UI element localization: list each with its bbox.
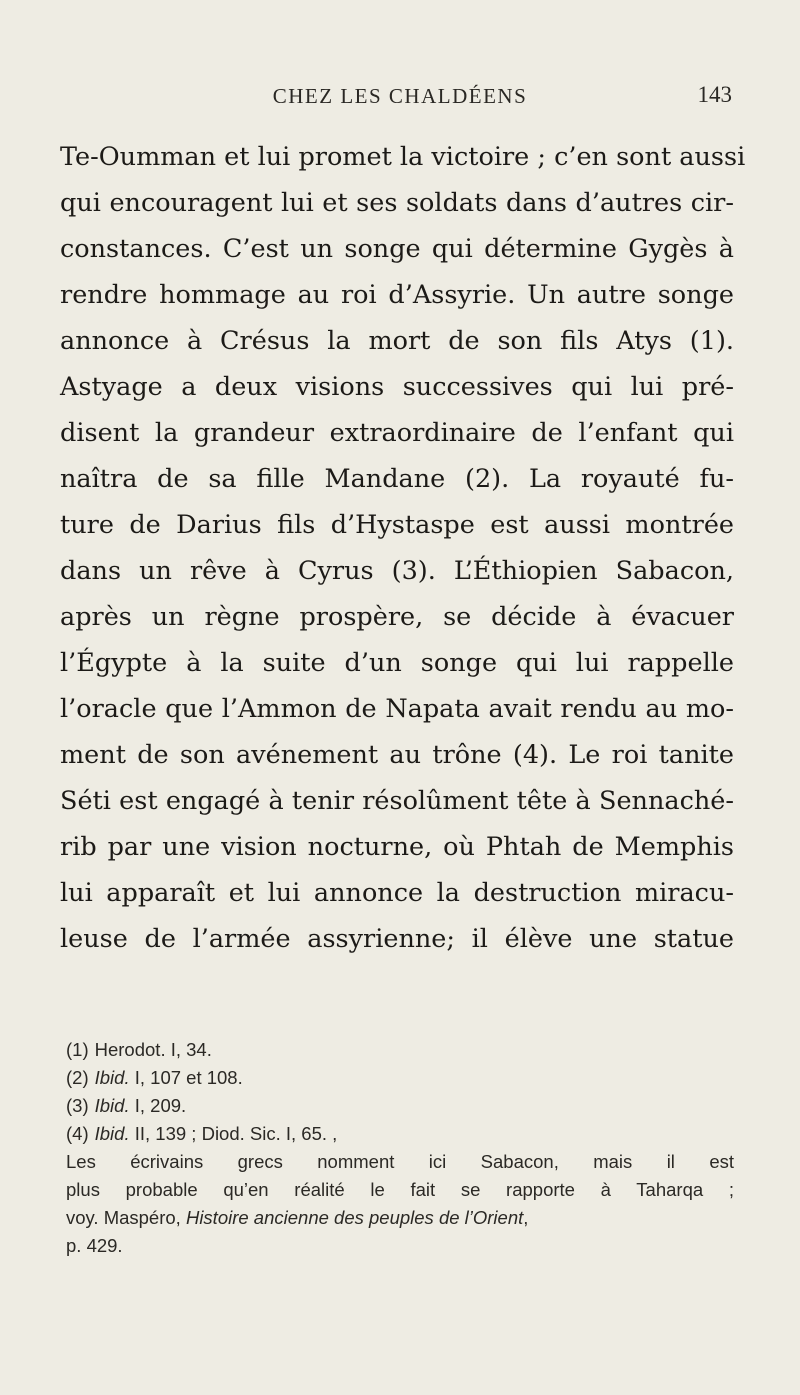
- body-line: Séti est engagé à tenir résolûment tête à Sennaché-: [60, 786, 734, 816]
- footnote-ibid: Ibid.: [94, 1067, 130, 1088]
- footnote-ref-prefix: voy. Maspéro,: [66, 1207, 181, 1228]
- footnotes: [66, 1036, 734, 1260]
- running-title: CHEZ LES CHALDÉENS: [272, 84, 528, 108]
- body-line: lui apparaît et lui annonce la destruction miracu-: [60, 878, 734, 908]
- footnote-1: [66, 1036, 734, 1064]
- footnote-continuation-line: [66, 1204, 734, 1232]
- body-line: ment de son avénement au trône (4). Le roi tanite: [60, 740, 734, 770]
- footnote-text: II, 139 ; Diod. Sic. I, 65. ,: [134, 1123, 338, 1144]
- page-header: [60, 84, 740, 120]
- body-line: naîtra de sa fille Mandane (2). La royauté fu-: [60, 464, 734, 494]
- body-line: annonce à Crésus la mort de son fils Atys (1).: [60, 326, 734, 356]
- footnote-number: (3): [66, 1095, 89, 1116]
- body-line: rendre hommage au roi d’Assyrie. Un autre songe: [60, 280, 734, 310]
- body-line: l’oracle que l’Ammon de Napata avait rendu au mo-: [60, 694, 734, 724]
- body-line: Te-Oumman et lui promet la victoire ; c’en sont aussi: [60, 142, 746, 172]
- body-line: l’Égypte à la suite d’un songe qui lui rappelle: [60, 648, 734, 678]
- body-line: Astyage a deux visions successives qui lui pré-: [60, 372, 734, 402]
- footnote-3: [66, 1092, 734, 1120]
- footnote-number: (4): [66, 1123, 89, 1144]
- page-number: 143: [697, 82, 732, 107]
- footnote-number: (2): [66, 1067, 89, 1088]
- body-line: constances. C’est un songe qui détermine Gygès à: [60, 234, 734, 264]
- body-line: dans un rêve à Cyrus (3). L’Éthiopien Sabacon,: [60, 556, 734, 586]
- body-line: leuse de l’armée assyrienne; il élève une statue: [60, 924, 734, 954]
- footnote-ref-title: Histoire ancienne des peuples de l’Orient: [185, 1207, 524, 1228]
- footnote-text: I, 209.: [134, 1095, 187, 1116]
- footnote-2: [66, 1064, 734, 1092]
- footnote-continuation-line: Les écrivains grecs nomment ici Sabacon, mais il est: [66, 1151, 734, 1172]
- footnote-4: [66, 1120, 734, 1148]
- body-line: disent la grandeur extraordinaire de l’enfant qui: [60, 418, 734, 448]
- footnote-text: I, 107 et 108.: [134, 1067, 243, 1088]
- footnote-text: Herodot. I, 34.: [94, 1039, 212, 1060]
- footnote-ibid: Ibid.: [94, 1123, 130, 1144]
- footnote-continuation-line: plus probable qu’en réalité le fait se rapporte à Taharqa ;: [66, 1179, 734, 1200]
- body-paragraph: [60, 134, 746, 962]
- footnote-number: (1): [66, 1039, 89, 1060]
- footnote-ref-suffix: ,: [523, 1207, 529, 1228]
- body-line: après un règne prospère, se décide à évacuer: [60, 602, 734, 632]
- body-line: rib par une vision nocturne, où Phtah de Memphis: [60, 832, 734, 862]
- body-line: ture de Darius fils d’Hystaspe est aussi montrée: [60, 510, 734, 540]
- footnote-ibid: Ibid.: [94, 1095, 130, 1116]
- footnote-continuation-line: p. 429.: [66, 1235, 123, 1256]
- body-line: qui encouragent lui et ses soldats dans d’autres cir-: [60, 188, 734, 218]
